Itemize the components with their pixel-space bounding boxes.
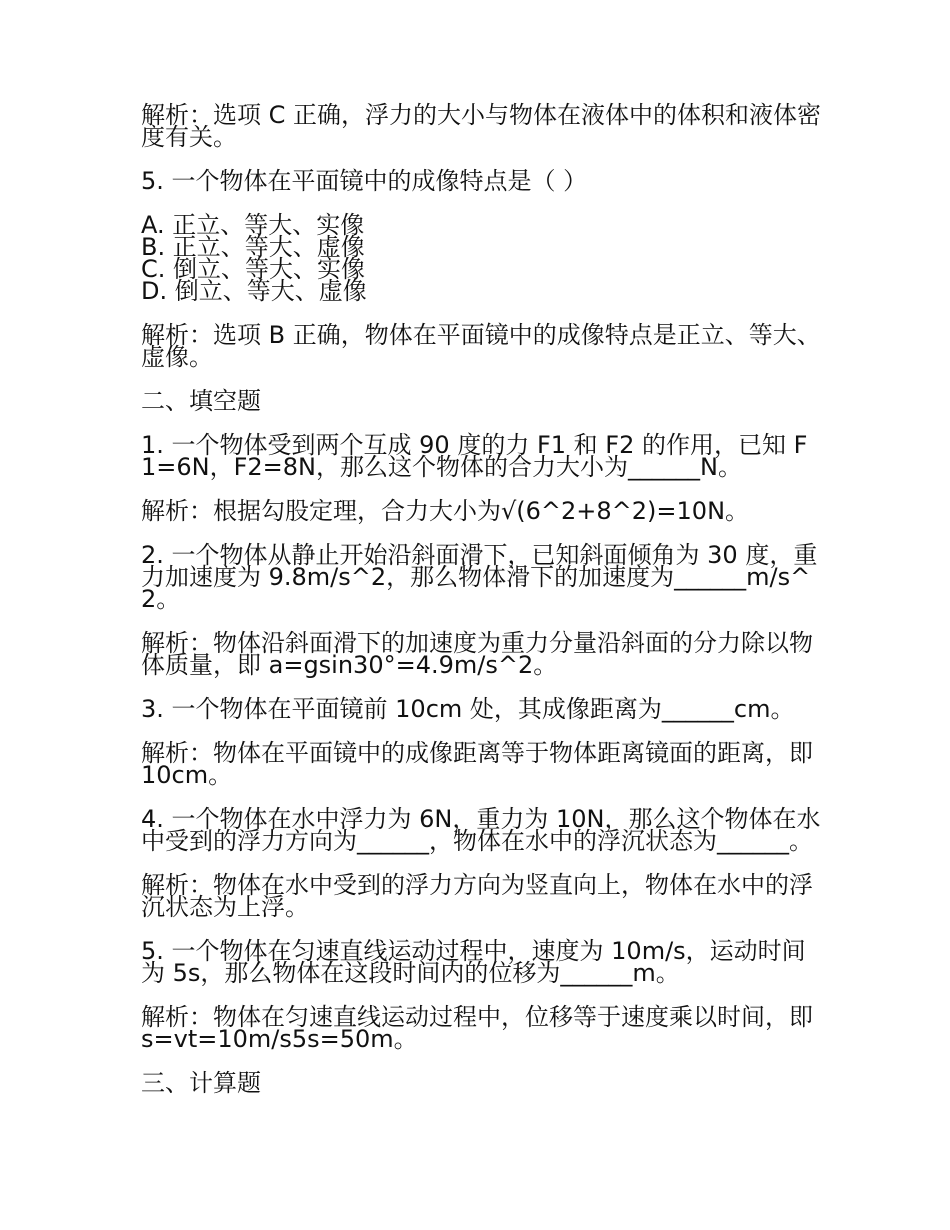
analysis-text: 解析：物体在平面镜中的成像距离等于物体距离镜面的距离，即 10cm。: [141, 739, 813, 789]
analysis-text: 解析：物体沿斜面滑下的加速度为重力分量沿斜面的分力除以物体质量，即 a=gsin30°=4.9m/s^2。: [141, 629, 813, 679]
question-text: 3. 一个物体在平面镜前 10cm 处，其成像距离为______cm。: [141, 695, 795, 723]
choice-option: B. 正立、等大、虚像: [141, 233, 365, 261]
choice-option: A. 正立、等大、实像: [141, 211, 365, 239]
section-heading: 三、计算题: [141, 1069, 261, 1097]
question-text: 2. 一个物体从静止开始沿斜面滑下，已知斜面倾角为 30 度，重力加速度为 9.8m/s^2，那么物体滑下的加速度为______m/s^2。: [141, 541, 818, 613]
question-text: 5. 一个物体在匀速直线运动过程中，速度为 10m/s，运动时间为 5s，那么物体在这段时间内的位移为______m。: [141, 937, 806, 987]
analysis-text: 解析：物体在水中受到的浮力方向为竖直向上，物体在水中的浮沉状态为上浮。: [141, 871, 813, 921]
section-heading: 二、填空题: [141, 387, 261, 415]
choice-option: D. 倒立、等大、虚像: [141, 277, 367, 305]
choice-options: [141, 211, 821, 305]
question-text: 4. 一个物体在水中浮力为 6N，重力为 10N，那么这个物体在水中受到的浮力方向为______，物体在水中的浮沉状态为______。: [141, 805, 821, 855]
analysis-text: 解析：选项 C 正确，浮力的大小与物体在液体中的体积和液体密度有关。: [141, 101, 822, 151]
choice-option: C. 倒立、等大、实像: [141, 255, 366, 283]
analysis-text: 解析：根据勾股定理，合力大小为√(6^2+8^2)=10N。: [141, 497, 750, 525]
question-text: 1. 一个物体受到两个互成 90 度的力 F1 和 F2 的作用，已知 F1=6N，F2=8N，那么这个物体的合力大小为______N。: [141, 431, 808, 481]
analysis-text: 解析：选项 B 正确，物体在平面镜中的成像特点是正立、等大、虚像。: [141, 321, 821, 371]
document-page: [141, 101, 822, 1116]
question-text: 5. 一个物体在平面镜中的成像特点是（ ）: [141, 167, 588, 195]
analysis-text: 解析：物体在匀速直线运动过程中，位移等于速度乘以时间，即 s=vt=10m/s5s=50m。: [141, 1003, 813, 1053]
